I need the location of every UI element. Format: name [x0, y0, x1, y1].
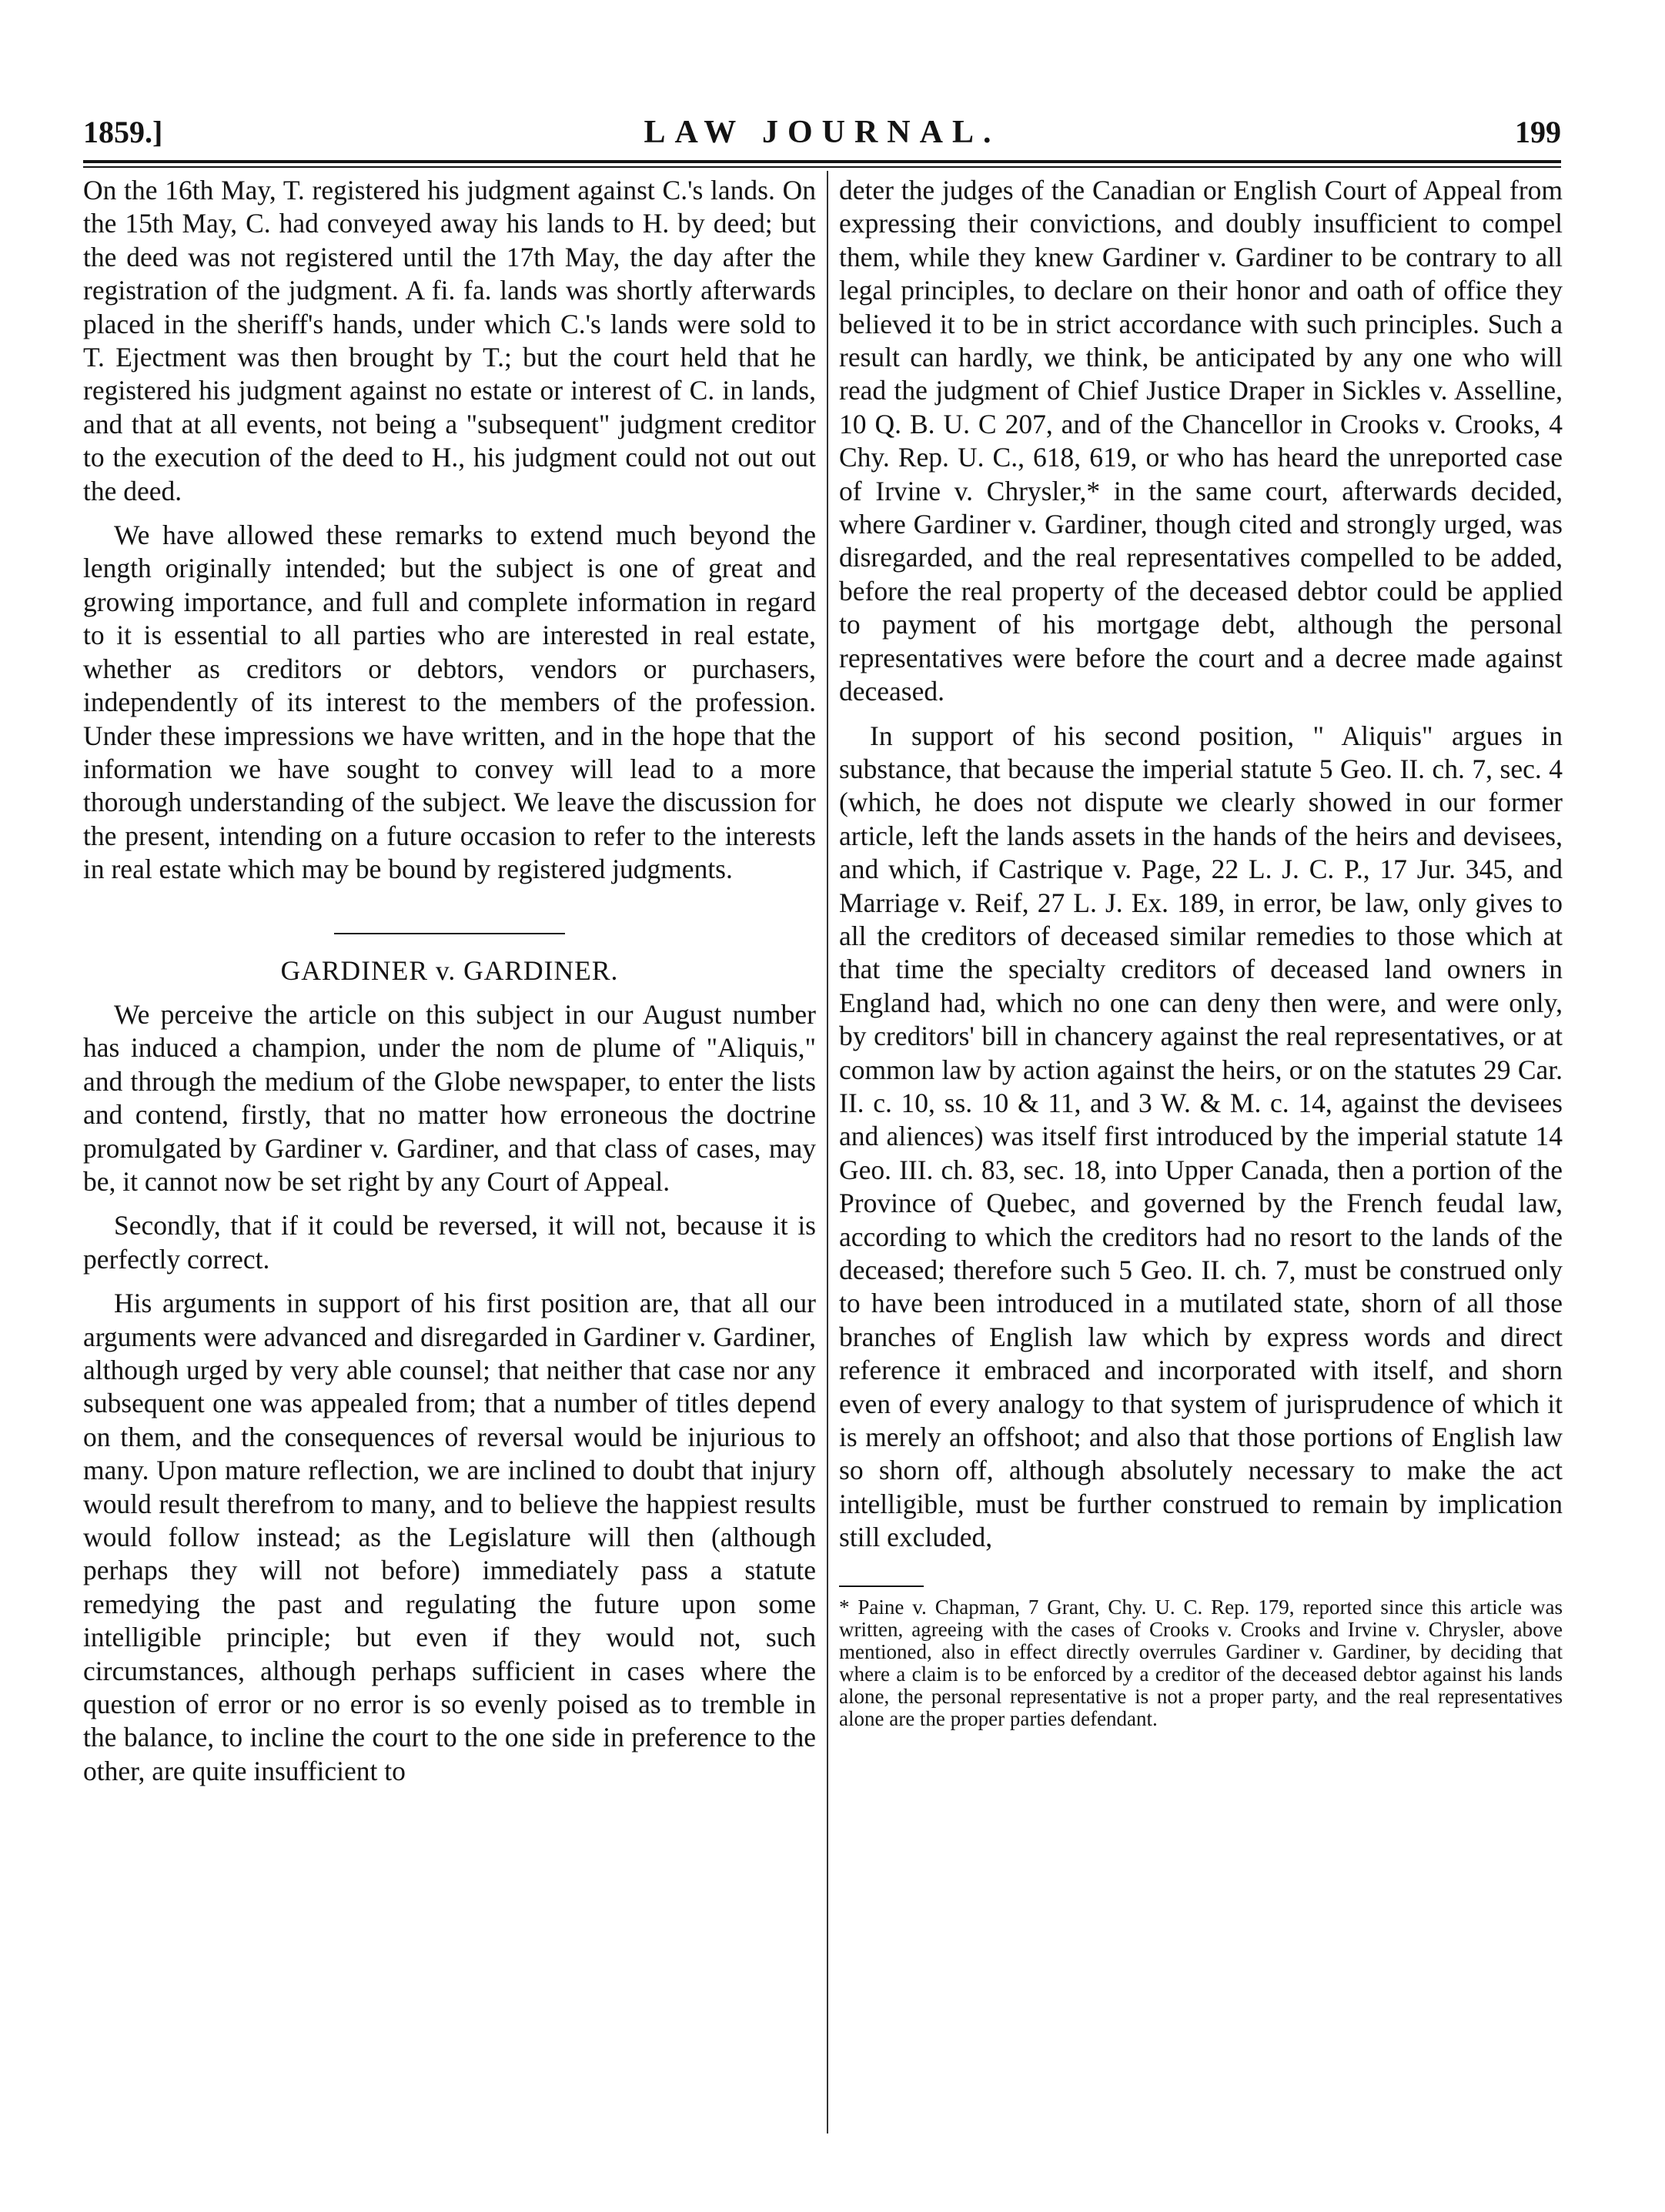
header-rule	[83, 160, 1561, 163]
paragraph-first-position-arguments: His arguments in support of his first position are, that all our arguments were advanced and disregarded in Gardiner v. Gardiner, although urged by very able counsel; that neither that case nor any subsequent one was appealed from; that a number of titles depend on them, and the consequences of reversal would be injurious to many. Upon mature reflection, we are inclined to doubt that injury would result therefrom to many, and to believe the happiest results would follow instead; as the Legislature will then (although perhaps they will not before) immediately pass a statute remedying the past and regulating the future upon some intelligible principle; but even if they would not, such circumstances, although perhaps sufficient in cases where the question of error or no error is so evenly poised as to tremble in the balance, to incline the court to the one side in preference to the other, are quite insufficient to	[83, 1288, 816, 1786]
paragraph-court-of-appeal: deter the judges of the Canadian or English Court of Appeal from expressing their convictions, and doubly insufficient to compel them, while they knew Gardiner v. Gardiner to be contrary to all legal principles, to declare on their honor and oath of office they believed it to be in strict accordance with such principles. Such a result can hardly, we think, be anticipated by any one who will read the judgment of Chief Justice Draper in Sickles v. Asselline, 10 Q. B. U. C 207, and of the Chancellor in Crooks v. Crooks, 4 Chy. Rep. U. C., 618, 619, or who has heard the unreported case of Irvine v. Chrysler,* in the same court, afterwards decided, where Gardiner v. Gardiner, though cited and strongly urged, was disregarded, and the real representatives compelled to be added, before the real property of the deceased debtor could be applied to payment of his mortgage debt, although the personal representatives were before the court and a decree made against deceased.	[839, 175, 1563, 707]
paragraph-statute-argument: In support of his second position, " Aliquis" argues in substance, that because the imperial statute 5 Geo. II. ch. 7, sec. 4 (which, he does not dispute we clearly showed in our former article, left the lands assets in the hands of the heirs and devisees, and which, if Castrique v. Page, 22 L. J. C. P., 17 Jur. 345, and Marriage v. Reif, 27 L. J. Ex. 189, in error, be law, only gives to all the creditors of deceased similar remedies to those which at that time the specialty creditors of deceased land owners in England had, which no one can deny then were, and were only, by creditors' bill in chancery against the real representatives, or at common law by action against the heirs, or on the statutes 29 Car. II. c. 10, ss. 10 & 11, and 3 W. & M. c. 14, against the devisees and aliences) was itself first introduced by the imperial statute 14 Geo. III. ch. 83, sec. 18, into Upper Canada, then a portion of the Province of Quebec, and governed by the French feudal law, according to which the creditors had no resort to the lands of the deceased; therefore such 5 Geo. II. ch. 7, must be construed only to have been introduced in a mutilated state, shorn of all those branches of English law which by express words and direct reference it embraced and incorporated with itself, and shorn even of every analogy to that system of jurisprudence of which it is merely an offshoot; and also that those portions of English law so shorn off, although absolutely necessary to make the act intelligible, must be further construed to remain by implication still excluded,	[839, 720, 1563, 1553]
header-year: 1859.]	[83, 115, 163, 149]
left-column	[83, 174, 816, 1799]
paragraph-second-position: Secondly, that if it could be reversed, it will not, because it is perfectly correct.	[83, 1210, 816, 1275]
paragraph-judgment-example: On the 16th May, T. registered his judgment against C.'s lands. On the 15th May, C. had conveyed away his lands to H. by deed; but the deed was not registered until the 17th May, the day after the registration of the judgment. A fi. fa. lands was shortly afterwards placed in the sheriff's hands, under which C.'s lands were sold to T. Ejectment was then brought by T.; but the court held that he registered his judgment against no estate or interest of C. in lands, and that at all events, not being a "subsequent" judgment creditor to the execution of the deed to H., his judgment could not out out the deed.	[83, 175, 816, 506]
paragraph-aliquis-intro: We perceive the article on this subject in our August number has induced a champion, under the nom de plume of "Aliquis," and through the medium of the Globe newspaper, to enter the lists and contend, firstly, that no matter how erroneous the doctrine promulgated by Gardiner v. Gardiner, and that class of cases, may be, it cannot now be set right by any Court of Appeal.	[83, 998, 816, 1197]
right-column	[839, 174, 1563, 1741]
running-header	[83, 114, 1561, 160]
section-divider	[334, 933, 565, 934]
section-heading: GARDINER v. GARDINER.	[280, 954, 619, 986]
paragraph-closing-remarks: We have allowed these remarks to extend much beyond the length originally intended; but the subject is one of great and growing importance, and full and complete information in regard to it is essential to all parties who are interested in real estate, whether as creditors or debtors, vendors or purchasers, independently of its interest to the members of the profession. Under these impressions we have written, and in the hope that the information we have sought to convey will lead to a more thorough understanding of the subject. We leave the discussion for the present, intending on a future occasion to refer to the interests in real estate which may be bound by registered judgments.	[83, 520, 816, 885]
column-divider	[827, 171, 828, 2133]
journal-title: LAW JOURNAL.	[644, 115, 1001, 150]
page-number: 199	[1515, 115, 1561, 149]
footnote: * Paine v. Chapman, 7 Grant, Chy. U. C. Rep. 179, reported since this article was written, agreeing with the cases of Crooks v. Crooks and Irvine v. Chrysler, above mentioned, also in effect directly overrules Gardiner v. Gardiner, by deciding that where a claim is to be enforced by a creditor of the deceased debtor against his lands alone, the personal representative is not a proper party, and the real representatives alone are the proper parties defendant.	[839, 1595, 1563, 1730]
header-rule-thin	[83, 166, 1561, 168]
footnote-divider	[839, 1585, 924, 1587]
